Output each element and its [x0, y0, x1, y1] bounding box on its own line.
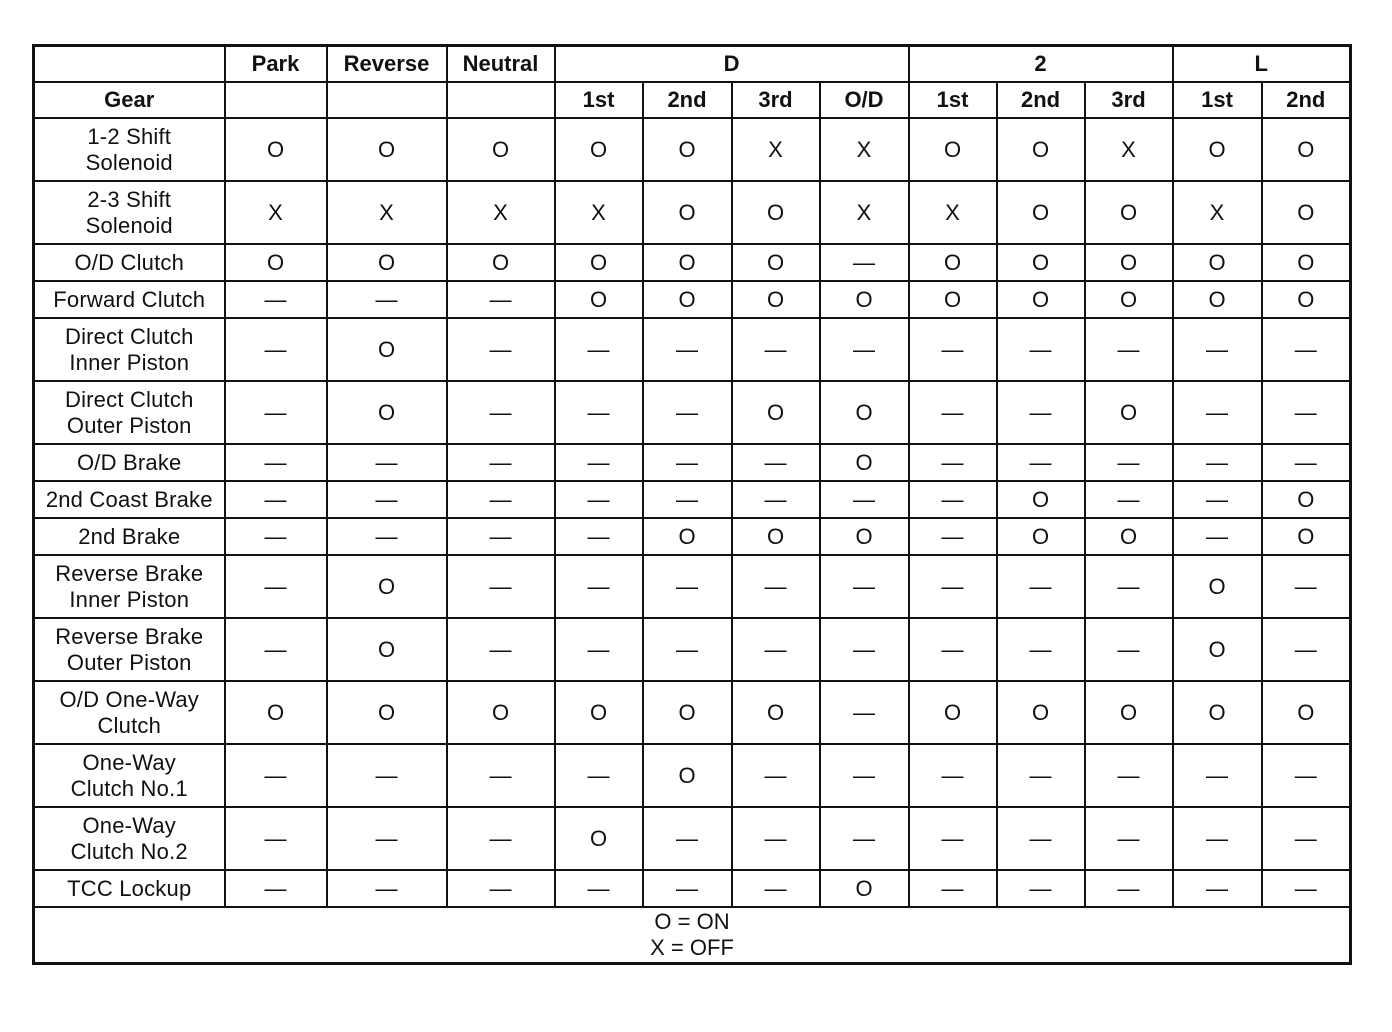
header-low: L	[1173, 46, 1351, 83]
row-value-cell: O	[643, 518, 732, 555]
row-value-cell: —	[1262, 618, 1351, 681]
row-value-cell: —	[909, 518, 997, 555]
row-value-cell: —	[1173, 481, 1262, 518]
row-value-cell: O	[1173, 281, 1262, 318]
row-value-cell: —	[643, 555, 732, 618]
row-value-cell: O	[909, 681, 997, 744]
row-value-cell: —	[643, 444, 732, 481]
table-row	[34, 444, 1351, 481]
row-value-cell: X	[225, 181, 327, 244]
row-value-cell: —	[555, 444, 643, 481]
row-value-cell: —	[1085, 555, 1173, 618]
header-drive: D	[555, 46, 909, 83]
row-label: Direct Clutch Outer Piston	[34, 381, 225, 444]
row-value-cell: O	[327, 318, 447, 381]
row-label: 1-2 Shift Solenoid	[34, 118, 225, 181]
row-value-cell: —	[1085, 318, 1173, 381]
row-value-cell: O	[909, 281, 997, 318]
header-blank-reverse	[327, 82, 447, 118]
row-value-cell: —	[909, 744, 997, 807]
row-value-cell: O	[327, 618, 447, 681]
row-value-cell: —	[1262, 870, 1351, 907]
row-value-cell: X	[732, 118, 820, 181]
row-value-cell: O	[997, 244, 1085, 281]
row-value-cell: —	[1262, 807, 1351, 870]
row-value-cell: —	[909, 481, 997, 518]
row-value-cell: —	[1173, 318, 1262, 381]
row-value-cell: —	[555, 381, 643, 444]
row-value-cell: O	[732, 681, 820, 744]
row-value-cell: —	[732, 444, 820, 481]
row-value-cell: O	[1173, 618, 1262, 681]
row-value-cell: X	[327, 181, 447, 244]
header-blank-park	[225, 82, 327, 118]
row-value-cell: O	[997, 181, 1085, 244]
row-value-cell: O	[555, 681, 643, 744]
row-value-cell: —	[1262, 555, 1351, 618]
table-row	[34, 118, 1351, 181]
row-value-cell: —	[643, 807, 732, 870]
row-value-cell: —	[225, 481, 327, 518]
row-label: TCC Lockup	[34, 870, 225, 907]
row-value-cell: —	[997, 555, 1085, 618]
row-value-cell: —	[820, 744, 909, 807]
row-value-cell: X	[820, 181, 909, 244]
row-value-cell: O	[1262, 118, 1351, 181]
row-value-cell: —	[225, 555, 327, 618]
row-value-cell: —	[327, 807, 447, 870]
table-row	[34, 318, 1351, 381]
row-value-cell: —	[997, 744, 1085, 807]
row-value-cell: O	[447, 244, 555, 281]
row-value-cell: —	[820, 807, 909, 870]
header-park: Park	[225, 46, 327, 83]
header-d-od: O/D	[820, 82, 909, 118]
header-corner	[34, 46, 225, 83]
row-value-cell: O	[1173, 244, 1262, 281]
row-value-cell: O	[732, 518, 820, 555]
row-value-cell: O	[997, 518, 1085, 555]
row-value-cell: —	[1085, 444, 1173, 481]
row-label: O/D One-Way Clutch	[34, 681, 225, 744]
row-value-cell: —	[909, 555, 997, 618]
table-row	[34, 807, 1351, 870]
row-value-cell: —	[1085, 481, 1173, 518]
row-value-cell: —	[555, 518, 643, 555]
row-value-cell: —	[1262, 444, 1351, 481]
row-value-cell: O	[997, 681, 1085, 744]
row-value-cell: O	[1262, 481, 1351, 518]
row-value-cell: —	[447, 518, 555, 555]
row-value-cell: —	[225, 281, 327, 318]
row-value-cell: O	[820, 870, 909, 907]
row-value-cell: O	[1085, 381, 1173, 444]
row-value-cell: X	[555, 181, 643, 244]
row-value-cell: O	[225, 118, 327, 181]
row-value-cell: —	[555, 870, 643, 907]
row-value-cell: O	[997, 118, 1085, 181]
row-value-cell: —	[997, 870, 1085, 907]
row-value-cell: O	[643, 118, 732, 181]
row-value-cell: —	[820, 244, 909, 281]
row-value-cell: O	[447, 118, 555, 181]
row-value-cell: —	[643, 618, 732, 681]
row-value-cell: O	[1262, 681, 1351, 744]
row-value-cell: —	[909, 318, 997, 381]
row-value-cell: O	[225, 244, 327, 281]
row-value-cell: —	[643, 481, 732, 518]
row-value-cell: O	[555, 807, 643, 870]
row-value-cell: —	[327, 444, 447, 481]
row-value-cell: —	[732, 318, 820, 381]
legend	[34, 907, 1351, 964]
row-value-cell: —	[1173, 807, 1262, 870]
row-value-cell: O	[909, 118, 997, 181]
row-value-cell: —	[1262, 381, 1351, 444]
row-value-cell: O	[327, 244, 447, 281]
row-label: O/D Brake	[34, 444, 225, 481]
row-value-cell: O	[643, 281, 732, 318]
row-value-cell: —	[447, 381, 555, 444]
row-value-cell: —	[909, 381, 997, 444]
row-value-cell: —	[555, 318, 643, 381]
row-value-cell: O	[643, 681, 732, 744]
legend-on: O = ON	[654, 909, 730, 934]
row-value-cell: —	[909, 870, 997, 907]
header-blank-neutral	[447, 82, 555, 118]
row-value-cell: —	[225, 444, 327, 481]
row-value-cell: O	[1085, 281, 1173, 318]
row-value-cell: O	[643, 244, 732, 281]
table-row	[34, 381, 1351, 444]
shift-chart	[32, 44, 1349, 965]
row-value-cell: —	[447, 870, 555, 907]
row-value-cell: O	[555, 118, 643, 181]
row-value-cell: —	[1085, 807, 1173, 870]
row-value-cell: —	[555, 555, 643, 618]
header-d-1st: 1st	[555, 82, 643, 118]
row-label: One-Way Clutch No.2	[34, 807, 225, 870]
row-value-cell: —	[997, 807, 1085, 870]
row-value-cell: —	[643, 318, 732, 381]
row-value-cell: O	[1262, 281, 1351, 318]
row-value-cell: —	[732, 807, 820, 870]
row-value-cell: O	[1173, 681, 1262, 744]
row-value-cell: —	[555, 618, 643, 681]
row-value-cell: —	[447, 807, 555, 870]
row-value-cell: —	[327, 518, 447, 555]
row-value-cell: X	[820, 118, 909, 181]
table-row	[34, 681, 1351, 744]
row-value-cell: —	[732, 481, 820, 518]
row-value-cell: O	[1085, 181, 1173, 244]
table-row	[34, 481, 1351, 518]
row-value-cell: O	[1262, 181, 1351, 244]
row-value-cell: —	[1262, 744, 1351, 807]
table-row	[34, 870, 1351, 907]
row-value-cell: —	[909, 807, 997, 870]
row-value-cell: —	[997, 618, 1085, 681]
row-value-cell: O	[327, 118, 447, 181]
row-value-cell: O	[327, 381, 447, 444]
row-value-cell: —	[820, 681, 909, 744]
row-label: Forward Clutch	[34, 281, 225, 318]
row-value-cell: O	[1085, 681, 1173, 744]
header-reverse: Reverse	[327, 46, 447, 83]
row-value-cell: —	[997, 318, 1085, 381]
row-value-cell: —	[327, 281, 447, 318]
legend-off: X = OFF	[650, 935, 734, 960]
header-second: 2	[909, 46, 1173, 83]
table-row	[34, 744, 1351, 807]
row-value-cell: O	[1262, 244, 1351, 281]
row-value-cell: —	[225, 318, 327, 381]
table-row	[34, 281, 1351, 318]
row-value-cell: —	[327, 744, 447, 807]
table-body	[34, 118, 1351, 907]
header-gear-label: Gear	[34, 82, 225, 118]
row-value-cell: X	[1085, 118, 1173, 181]
header-row-groups	[34, 46, 1351, 83]
row-value-cell: —	[820, 481, 909, 518]
shift-table	[32, 44, 1352, 965]
row-value-cell: —	[1173, 518, 1262, 555]
row-value-cell: —	[225, 381, 327, 444]
row-value-cell: —	[1085, 870, 1173, 907]
row-value-cell: —	[643, 870, 732, 907]
row-value-cell: —	[1085, 618, 1173, 681]
row-value-cell: —	[555, 481, 643, 518]
row-value-cell: —	[909, 618, 997, 681]
row-value-cell: —	[732, 618, 820, 681]
row-value-cell: O	[643, 744, 732, 807]
table-row	[34, 555, 1351, 618]
row-value-cell: —	[555, 744, 643, 807]
row-value-cell: —	[327, 870, 447, 907]
table-row	[34, 518, 1351, 555]
row-value-cell: X	[909, 181, 997, 244]
row-value-cell: X	[447, 181, 555, 244]
row-value-cell: —	[732, 744, 820, 807]
row-value-cell: —	[909, 444, 997, 481]
row-value-cell: O	[447, 681, 555, 744]
row-label: 2nd Brake	[34, 518, 225, 555]
row-label: 2-3 Shift Solenoid	[34, 181, 225, 244]
row-label: O/D Clutch	[34, 244, 225, 281]
row-value-cell: O	[997, 481, 1085, 518]
table-row	[34, 244, 1351, 281]
row-value-cell: —	[732, 555, 820, 618]
row-value-cell: O	[820, 444, 909, 481]
row-value-cell: O	[732, 381, 820, 444]
header-2-1st: 1st	[909, 82, 997, 118]
row-value-cell: —	[732, 870, 820, 907]
row-value-cell: —	[997, 381, 1085, 444]
row-value-cell: —	[225, 744, 327, 807]
row-value-cell: O	[820, 381, 909, 444]
row-value-cell: O	[1173, 118, 1262, 181]
row-label: 2nd Coast Brake	[34, 481, 225, 518]
header-l-1st: 1st	[1173, 82, 1262, 118]
row-value-cell: —	[820, 555, 909, 618]
row-value-cell: —	[327, 481, 447, 518]
row-value-cell: O	[820, 281, 909, 318]
row-value-cell: O	[1173, 555, 1262, 618]
row-value-cell: —	[447, 481, 555, 518]
table-row	[34, 618, 1351, 681]
row-value-cell: O	[1262, 518, 1351, 555]
row-value-cell: —	[447, 444, 555, 481]
row-value-cell: O	[732, 244, 820, 281]
row-value-cell: O	[555, 281, 643, 318]
legend-row	[34, 907, 1351, 964]
row-value-cell: X	[1173, 181, 1262, 244]
row-value-cell: —	[447, 618, 555, 681]
row-value-cell: —	[1262, 318, 1351, 381]
row-value-cell: O	[327, 555, 447, 618]
header-2-3rd: 3rd	[1085, 82, 1173, 118]
row-value-cell: O	[1085, 244, 1173, 281]
row-value-cell: —	[225, 518, 327, 555]
table-row	[34, 181, 1351, 244]
row-label: One-Way Clutch No.1	[34, 744, 225, 807]
row-value-cell: —	[447, 318, 555, 381]
row-value-cell: O	[820, 518, 909, 555]
row-value-cell: O	[225, 681, 327, 744]
row-value-cell: —	[1173, 381, 1262, 444]
row-label: Direct Clutch Inner Piston	[34, 318, 225, 381]
row-value-cell: O	[732, 281, 820, 318]
header-d-2nd: 2nd	[643, 82, 732, 118]
row-value-cell: O	[555, 244, 643, 281]
row-label: Reverse Brake Outer Piston	[34, 618, 225, 681]
row-value-cell: —	[820, 618, 909, 681]
row-value-cell: —	[447, 281, 555, 318]
row-value-cell: —	[1173, 744, 1262, 807]
row-value-cell: O	[732, 181, 820, 244]
row-value-cell: —	[1085, 744, 1173, 807]
row-value-cell: O	[997, 281, 1085, 318]
row-value-cell: —	[447, 555, 555, 618]
row-value-cell: O	[327, 681, 447, 744]
row-label: Reverse Brake Inner Piston	[34, 555, 225, 618]
row-value-cell: —	[225, 618, 327, 681]
header-l-2nd: 2nd	[1262, 82, 1351, 118]
row-value-cell: O	[643, 181, 732, 244]
row-value-cell: —	[225, 870, 327, 907]
header-row-gears	[34, 82, 1351, 118]
row-value-cell: —	[1173, 870, 1262, 907]
row-value-cell: —	[997, 444, 1085, 481]
row-value-cell: —	[820, 318, 909, 381]
row-value-cell: O	[909, 244, 997, 281]
header-d-3rd: 3rd	[732, 82, 820, 118]
row-value-cell: O	[1085, 518, 1173, 555]
row-value-cell: —	[225, 807, 327, 870]
row-value-cell: —	[1173, 444, 1262, 481]
header-neutral: Neutral	[447, 46, 555, 83]
row-value-cell: —	[643, 381, 732, 444]
row-value-cell: —	[447, 744, 555, 807]
header-2-2nd: 2nd	[997, 82, 1085, 118]
